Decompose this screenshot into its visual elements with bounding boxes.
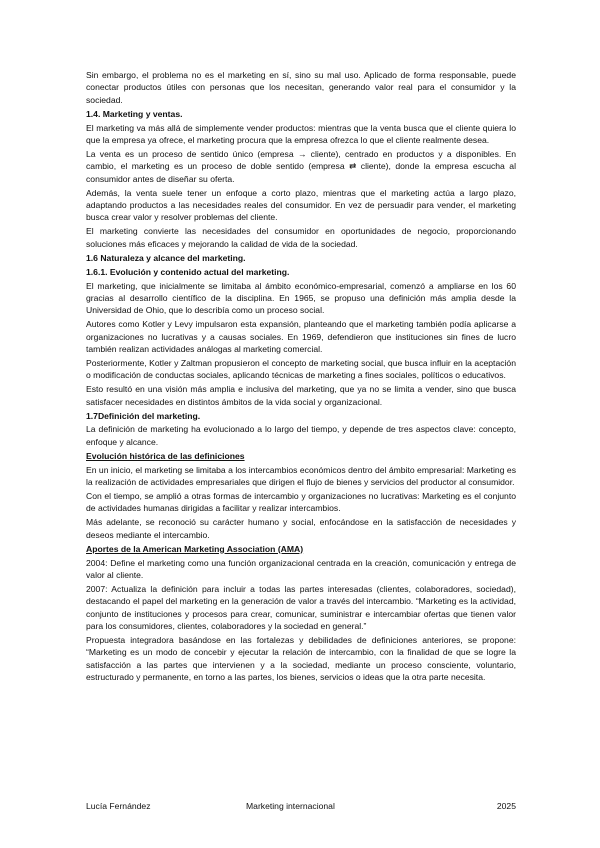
body-paragraph: Posteriormente, Kotler y Zaltman propusieron el concepto de marketing social, que busca influir en la aceptación o modificación de conductas sociales, aplicando técnicas de marketing a fines sociales, políticos o educativos.	[86, 357, 516, 381]
body-paragraph: 2004: Define el marketing como una función organizacional centrada en la creación, comunicación y entrega de valor al cliente.	[86, 557, 516, 580]
body-paragraph: La venta es un proceso de sentido único (empresa → cliente), centrado en productos y a disponibles. En cambio, el marketing es un proceso de doble sentido (empresa ⇄ cliente), donde la empresa escucha al consumidor antes de diseñar su oferta.	[86, 148, 516, 184]
body-paragraph: El marketing va más allá de simplemente vender productos: mientras que la venta busca que el cliente quiera lo que la empresa ya ofrece, el marketing procura que la empresa ofrezca lo que el cliente realmente desea.	[86, 122, 516, 146]
section-heading: 1.6 Naturaleza y alcance del marketing.	[86, 252, 246, 263]
body-paragraph: El marketing, que inicialmente se limitaba al ámbito económico-empresarial, comenzó a ampliarse en los 60 gracias al desarrollo científico de la disciplina. En 1965, se propuso una definición más amplia desde la Universidad de Ohio, que lo describía como un proceso social.	[86, 280, 516, 316]
body-paragraph: 2007: Actualiza la definición para incluir a todas las partes interesadas (clientes, colaboradores, sociedad), destacando el papel del marketing en la generación de valor a través del intercambio. “Marketing es la actividad, conjunto de instituciones y procesos para crear, comunicar, suministrar e intercambiar ofertas que tienen valor para los consumidores, clientes, colaboradores y la sociedad en general.”	[86, 583, 516, 632]
subsection-heading: 1.6.1. Evolución y contenido actual del marketing.	[86, 266, 290, 277]
underlined-heading: Evolución histórica de las definiciones	[86, 450, 245, 461]
body-paragraph: El marketing convierte las necesidades del consumidor en oportunidades de negocio, proporcionando soluciones más eficaces y mejorando la calidad de vida de la sociedad.	[86, 226, 516, 249]
footer-author: Lucía Fernández	[86, 801, 151, 811]
body-paragraph: Propuesta integradora basándose en las fortalezas y debilidades de definiciones anteriores, se propone: “Marketing es un modo de concebir y ejecutar la relación de intercambio, con la finalidad de que se logre la satisfacción a las partes que intervienen y a la sociedad, mediante un proceso consciente, voluntario, estructurado y permanente, en torno a las partes, los bienes, servicios o ideas que la otra parte necesita.	[86, 634, 516, 683]
body-paragraph: Sin embargo, el problema no es el marketing en sí, sino su mal uso. Aplicado de forma responsable, puede conectar productos útiles con personas que los necesitan, generando valor real para el consumidor y la sociedad.	[86, 70, 516, 105]
section-heading: 1.7Definición del marketing.	[86, 410, 201, 421]
body-paragraph: Autores como Kotler y Levy impulsaron esta expansión, planteando que el marketing también podía aplicarse a organizaciones no lucrativas y a causas sociales. En 1969, defendieron que instituciones sin fines de lucro también realizan actividades análogas al marketing comercial.	[86, 319, 516, 355]
document-body	[86, 69, 516, 685]
body-paragraph: Más adelante, se reconoció su carácter humano y social, enfocándose en la satisfacción de necesidades y deseos mediante el intercambio.	[86, 517, 516, 540]
footer-year: 2025	[496, 801, 516, 811]
body-paragraph: Esto resultó en una visión más amplia e inclusiva del marketing, que ya no se limita a vender, sino que busca satisfacer necesidades en distintos ámbitos de la vida social y organizacional.	[86, 384, 516, 407]
footer-title: Marketing internacional	[246, 801, 335, 811]
page-footer	[86, 799, 516, 813]
body-paragraph: En un inicio, el marketing se limitaba a los intercambios económicos dentro del ámbito empresarial: Marketing es la realización de actividades empresariales que dirigen el flujo de bienes y servicios del productor al consumidor.	[86, 464, 516, 488]
body-paragraph: La definición de marketing ha evolucionado a lo largo del tiempo, y depende de tres aspectos clave: concepto, enfoque y alcance.	[86, 424, 516, 447]
body-paragraph: Con el tiempo, se amplió a otras formas de intercambio y organizaciones no lucrativas: Marketing es el conjunto de actividades humanas dirigidas a facilitar y realizar intercambios.	[86, 491, 516, 514]
underlined-heading: Aportes de la American Marketing Association (AMA)	[86, 543, 304, 554]
body-paragraph: Además, la venta suele tener un enfoque a corto plazo, mientras que el marketing actúa a largo plazo, adaptando productos a las necesidades reales del consumidor. En vez de persuadir para vender, el marketing busca crear valor y resolver problemas del cliente.	[86, 187, 516, 223]
section-heading: 1.4. Marketing y ventas.	[86, 108, 183, 119]
